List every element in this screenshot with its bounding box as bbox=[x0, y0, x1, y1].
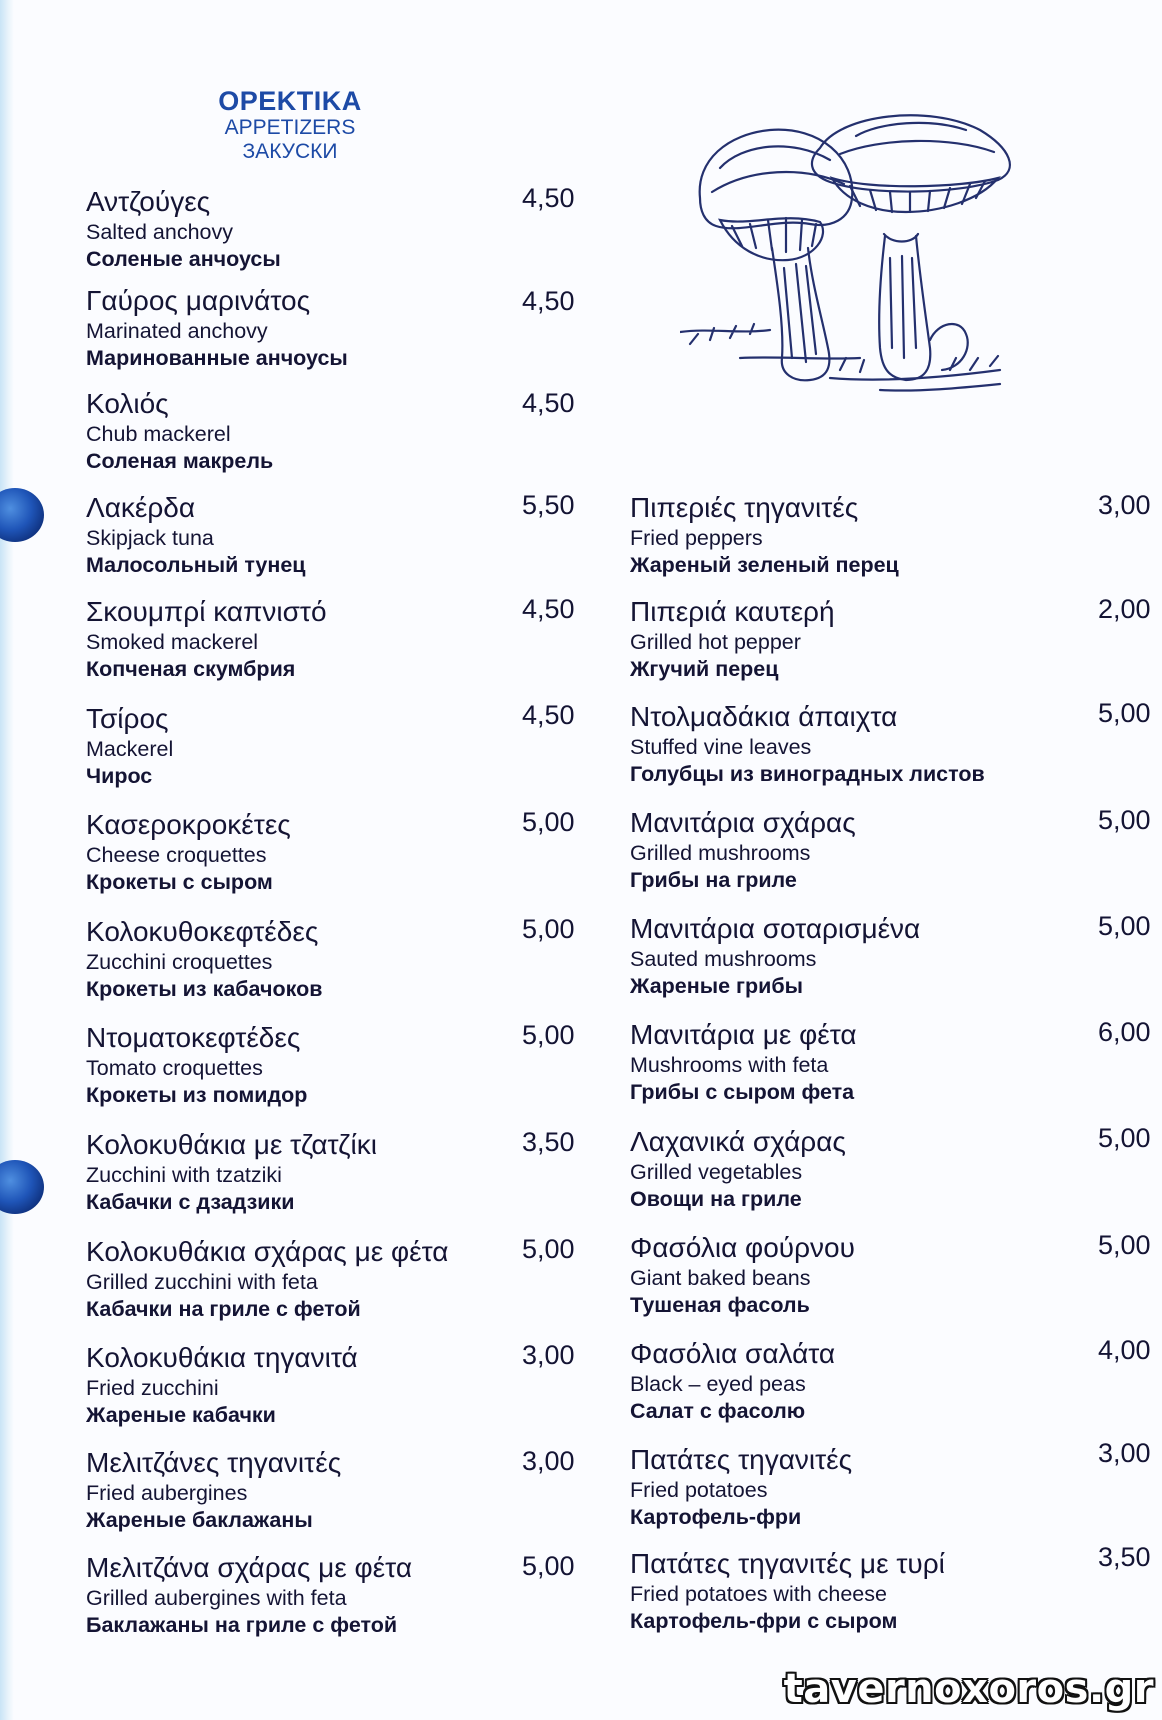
menu-item bbox=[630, 1337, 1060, 1425]
item-price: 4,50 bbox=[522, 388, 575, 418]
item-price: 6,00 bbox=[1098, 1017, 1151, 1047]
site-watermark: tavernoxoros.gr bbox=[783, 1666, 1154, 1712]
item-price: 5,00 bbox=[522, 807, 575, 837]
item-price: 3,50 bbox=[1098, 1542, 1151, 1572]
heading-russian: ЗАКУСКИ bbox=[242, 139, 338, 163]
item-name-english: Grilled zucchini with feta bbox=[86, 1270, 318, 1294]
item-name-english: Tomato croquettes bbox=[86, 1056, 263, 1080]
item-name-russian: Кабачки с дзадзики bbox=[86, 1190, 295, 1214]
menu-item bbox=[630, 1125, 1060, 1213]
item-name-greek: Κολιός bbox=[86, 388, 169, 419]
item-name-greek: Πατάτες τηγανιτές bbox=[630, 1444, 853, 1475]
menu-item bbox=[630, 700, 1060, 788]
menu-item bbox=[630, 1547, 1060, 1635]
item-name-english: Zucchini croquettes bbox=[86, 950, 273, 974]
item-name-greek: Κολοκυθοκεφτέδες bbox=[86, 916, 319, 947]
item-price: 3,00 bbox=[522, 1446, 575, 1476]
menu-item bbox=[630, 1231, 1060, 1319]
item-name-english: Mackerel bbox=[86, 737, 174, 761]
menu-item bbox=[86, 808, 516, 896]
item-price: 5,00 bbox=[1098, 698, 1151, 728]
item-name-greek: Λαχανικά σχάρας bbox=[630, 1126, 846, 1157]
menu-item bbox=[86, 1128, 516, 1216]
item-name-russian: Голубцы из виноградных листов bbox=[630, 762, 985, 786]
menu-item bbox=[630, 806, 1060, 894]
menu-item bbox=[86, 491, 516, 579]
item-price: 5,00 bbox=[522, 914, 575, 944]
item-price: 5,00 bbox=[1098, 1230, 1151, 1260]
menu-item bbox=[86, 284, 516, 372]
item-name-greek: Τσίρος bbox=[86, 703, 169, 734]
item-name-greek: Σκουμπρί καπνιστό bbox=[86, 596, 327, 627]
item-name-english: Fried potatoes with cheese bbox=[630, 1582, 887, 1606]
menu-item bbox=[86, 1021, 516, 1109]
item-price: 5,50 bbox=[522, 490, 575, 520]
item-price: 2,00 bbox=[1098, 594, 1151, 624]
item-name-greek: Μανιτάρια σχάρας bbox=[630, 807, 856, 838]
menu-item bbox=[630, 1018, 1060, 1106]
item-name-english: Sauted mushrooms bbox=[630, 947, 817, 971]
item-name-greek: Μανιτάρια σοταρισμένα bbox=[630, 913, 921, 944]
item-name-russian: Жареные кабачки bbox=[86, 1403, 276, 1427]
item-price: 4,50 bbox=[522, 700, 575, 730]
item-price: 4,50 bbox=[522, 183, 575, 213]
item-name-greek: Κασεροκροκέτες bbox=[86, 809, 291, 840]
menu-item bbox=[86, 915, 516, 1003]
item-name-english: Chub mackerel bbox=[86, 422, 231, 446]
menu-item bbox=[86, 1551, 516, 1639]
item-name-russian: Крокеты из кабачоков bbox=[86, 977, 323, 1001]
item-name-russian: Крокеты с сыром bbox=[86, 870, 273, 894]
item-name-russian: Овощи на гриле bbox=[630, 1187, 802, 1211]
item-name-english: Grilled mushrooms bbox=[630, 841, 811, 865]
item-name-russian: Жареные баклажаны bbox=[86, 1508, 313, 1532]
item-name-english: Marinated anchovy bbox=[86, 319, 268, 343]
item-name-english: Grilled hot pepper bbox=[630, 630, 801, 654]
item-name-greek: Μελιτζάνες τηγανιτές bbox=[86, 1447, 342, 1478]
binder-ring-icon bbox=[0, 1160, 44, 1214]
item-name-russian: Жгучий перец bbox=[630, 657, 779, 681]
item-price: 3,00 bbox=[522, 1340, 575, 1370]
item-price: 4,50 bbox=[522, 286, 575, 316]
item-name-russian: Маринованные анчоусы bbox=[86, 346, 348, 370]
item-name-english: Giant baked beans bbox=[630, 1266, 811, 1290]
item-name-russian: Малосольный тунец bbox=[86, 553, 306, 577]
item-name-russian: Тушеная фасоль bbox=[630, 1293, 810, 1317]
item-name-greek: Γαύρος μαρινάτος bbox=[86, 285, 311, 316]
menu-item bbox=[630, 595, 1060, 683]
item-name-greek: Κολοκυθάκια σχάρας με φέτα bbox=[86, 1236, 449, 1267]
item-name-greek: Μελιτζάνα σχάρας με φέτα bbox=[86, 1552, 413, 1583]
menu-item bbox=[630, 491, 1060, 579]
heading-greek: ΟΡΕΚΤΙΚΑ bbox=[218, 86, 362, 116]
item-name-greek: Κολοκυθάκια τηγανιτά bbox=[86, 1342, 358, 1373]
item-name-russian: Крокеты из помидор bbox=[86, 1083, 308, 1107]
item-name-greek: Πατάτες τηγανιτές με τυρί bbox=[630, 1548, 945, 1579]
heading-english: APPETIZERS bbox=[224, 116, 356, 140]
item-name-russian: Грибы с сыром фета bbox=[630, 1080, 855, 1104]
menu-item bbox=[86, 702, 516, 790]
item-name-english: Black – eyed peas bbox=[630, 1372, 806, 1396]
item-name-russian: Копченая скумбрия bbox=[86, 657, 296, 681]
item-name-greek: Ντοματοκεφτέδες bbox=[86, 1022, 301, 1053]
menu-item bbox=[86, 185, 516, 273]
item-price: 3,00 bbox=[1098, 1438, 1151, 1468]
item-name-english: Stuffed vine leaves bbox=[630, 735, 812, 759]
mushrooms-illustration-icon bbox=[680, 108, 1040, 408]
item-price: 5,00 bbox=[522, 1551, 575, 1581]
item-name-english: Zucchini with tzatziki bbox=[86, 1163, 282, 1187]
menu-item bbox=[86, 1341, 516, 1429]
item-name-russian: Кабачки на гриле с фетой bbox=[86, 1297, 361, 1321]
menu-item bbox=[630, 912, 1060, 1000]
item-price: 5,00 bbox=[522, 1234, 575, 1264]
item-name-russian: Грибы на гриле bbox=[630, 868, 797, 892]
item-name-greek: Λακέρδα bbox=[86, 492, 196, 523]
item-name-russian: Картофель-фри с сыром bbox=[630, 1609, 898, 1633]
menu-item bbox=[86, 595, 516, 683]
item-name-russian: Соленые анчоусы bbox=[86, 247, 281, 271]
menu-item bbox=[86, 1446, 516, 1534]
item-price: 4,00 bbox=[1098, 1335, 1151, 1365]
item-name-greek: Κολοκυθάκια με τζατζίκι bbox=[86, 1129, 377, 1160]
item-name-english: Grilled vegetables bbox=[630, 1160, 803, 1184]
item-name-russian: Чирос bbox=[86, 764, 153, 788]
item-name-greek: Μανιτάρια με φέτα bbox=[630, 1019, 857, 1050]
item-price: 5,00 bbox=[1098, 805, 1151, 835]
item-name-english: Fried potatoes bbox=[630, 1478, 768, 1502]
item-name-russian: Картофель-фри bbox=[630, 1505, 802, 1529]
item-name-greek: Αντζούγες bbox=[86, 186, 211, 217]
item-price: 4,50 bbox=[522, 594, 575, 624]
menu-item bbox=[86, 1235, 516, 1323]
item-price: 3,00 bbox=[1098, 490, 1151, 520]
item-name-russian: Соленая макрель bbox=[86, 449, 274, 473]
item-price: 5,00 bbox=[1098, 1123, 1151, 1153]
item-name-russian: Салат с фасолю bbox=[630, 1399, 806, 1423]
item-name-english: Skipjack tuna bbox=[86, 526, 214, 550]
item-name-greek: Ντολμαδάκια άπαιχτα bbox=[630, 701, 898, 732]
section-heading bbox=[200, 86, 380, 163]
menu-item bbox=[86, 387, 516, 475]
menu-item bbox=[630, 1443, 1060, 1531]
item-name-english: Mushrooms with feta bbox=[630, 1053, 829, 1077]
item-price: 5,00 bbox=[522, 1020, 575, 1050]
item-price: 3,50 bbox=[522, 1127, 575, 1157]
item-name-english: Grilled aubergines with feta bbox=[86, 1586, 347, 1610]
item-name-english: Cheese croquettes bbox=[86, 843, 267, 867]
page-edge bbox=[0, 0, 14, 1720]
item-name-greek: Φασόλια φούρνου bbox=[630, 1232, 855, 1263]
item-price: 5,00 bbox=[1098, 911, 1151, 941]
item-name-greek: Πιπεριά καυτερή bbox=[630, 596, 835, 627]
item-name-russian: Жареный зеленый перец bbox=[630, 553, 899, 577]
item-name-english: Smoked mackerel bbox=[86, 630, 259, 654]
item-name-english: Fried peppers bbox=[630, 526, 763, 550]
item-name-english: Fried zucchini bbox=[86, 1376, 219, 1400]
item-name-russian: Жареные грибы bbox=[630, 974, 803, 998]
binder-ring-icon bbox=[0, 488, 44, 542]
item-name-english: Fried aubergines bbox=[86, 1481, 248, 1505]
item-name-english: Salted anchovy bbox=[86, 220, 234, 244]
item-name-russian: Баклажаны на гриле с фетой bbox=[86, 1613, 398, 1637]
item-name-greek: Πιπεριές τηγανιτές bbox=[630, 492, 859, 523]
item-name-greek: Φασόλια σαλάτα bbox=[630, 1338, 836, 1369]
